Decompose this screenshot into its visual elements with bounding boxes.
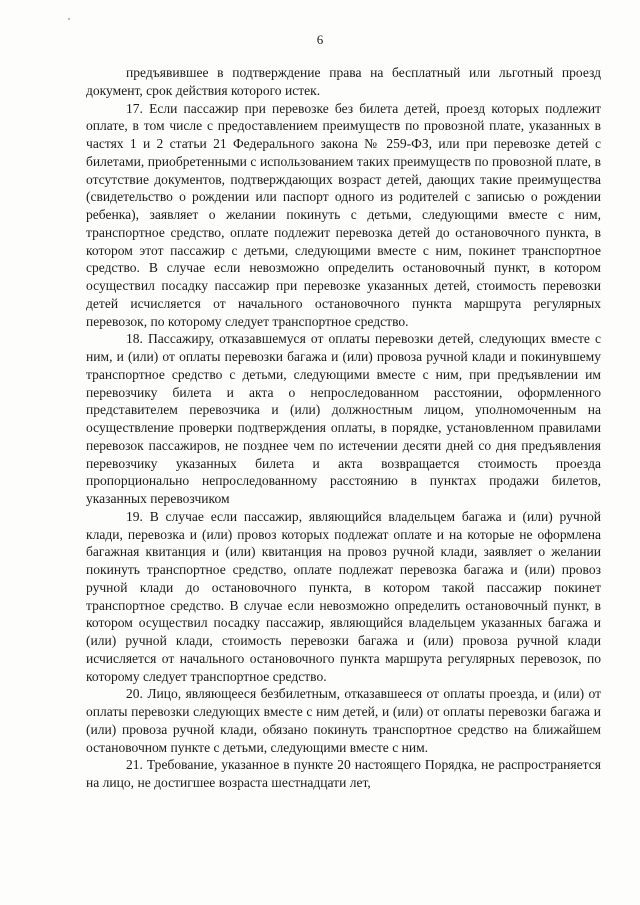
paragraph-17: 17. Если пассажир при перевозке без билета детей, проезд которых подлежит оплате, в том числе с предоставлением преимуществ по провозной плате, указанных в частях 1 и 2 статьи 21 Федерального закона № 259-ФЗ, или при перевозке детей с билетами, приобретенными с использованием таких преимуществ по провозной плате, в отсутствие документов, подтверждающих возраст детей, дающих такие преимущества (свидетельство о рождении или паспорт одного из родителей с записью о рождении ребенка), заявляет о желании покинуть с детьми, следующими вместе с ним, транспортное средство, оплате подлежит перевозка детей до остановочного пункта, в котором этот пассажир с детьми, следующими вместе с ним, покинет транспортное средство. В случае если невозможно определить остановочный пункт, в котором осуществил посадку пассажир при перевозке указанных детей, стоимость перевозки детей исчисляется от начального остановочного пункта маршрута регулярных перевозок, по которому следует транспортное средство. [86,100,601,329]
paragraph-20: 20. Лицо, являющееся безбилетным, отказавшееся от оплаты проезда, и (или) от оплаты перевозки следующих вместе с ним детей, и (или) от оплаты перевозки багажа и (или) провоза ручной клади, обязано покинуть транспортное средство на ближайшем остановочном пункте с детьми, следующими вместе с ним. [86,686,601,755]
scan-dot [68,18,70,20]
page-number: 6 [316,32,324,47]
document-body [86,64,601,792]
paragraph-19: 19. В случае если пассажир, являющийся владельцем багажа и (или) ручной клади, перевозка и (или) провоз которых подлежат оплате и на которые не оформлена багажная квитанция и (или) квитанция на провоз ручной клади, заявляет о желании покинуть транспортное средство, оплате подлежат перевозка багажа и (или) провоз ручной клади до остановочного пункта, в котором такой пассажир покинет транспортное средство. В случае если невозможно определить остановочный пункт, в котором осуществил посадку пассажир, являющийся владельцем указанных багажа и (или) ручной клади, стоимость перевозки багажа и (или) провоза ручной клади исчисляется от начального остановочного пункта маршрута регулярных перевозок, по которому следует транспортное средство. [86,508,601,684]
paragraph-continuation: предъявившее в подтверждение права на бесплатный или льготный проезд документ, срок действия которого истек. [86,65,601,98]
paragraph-21: 21. Требование, указанное в пункте 20 настоящего Порядка, не распространяется на лицо, не достигшее возраста шестнадцати лет, [86,757,601,790]
paragraph-18: 18. Пассажиру, отказавшемуся от оплаты перевозки детей, следующих вместе с ним, и (или) от оплаты перевозки багажа и (или) провоза ручной клади и покинувшему транспортное средство с детьми, следующими вместе с ним, при предъявлении им перевозчику билета и акта о непроследованном расстоянии, оформленного представителем перевозчика и (или) должностным лицом, уполномоченным на осуществление проверки подтверждения оплаты, в порядке, установленном правилами перевозок пассажиров, не позднее чем по истечении десяти дней со дня предъявления перевозчику указанных билета и акта возвращается стоимость проезда пропорционально непроследованному расстоянию в пунктах продажи билетов, указанных перевозчиком [86,331,601,506]
